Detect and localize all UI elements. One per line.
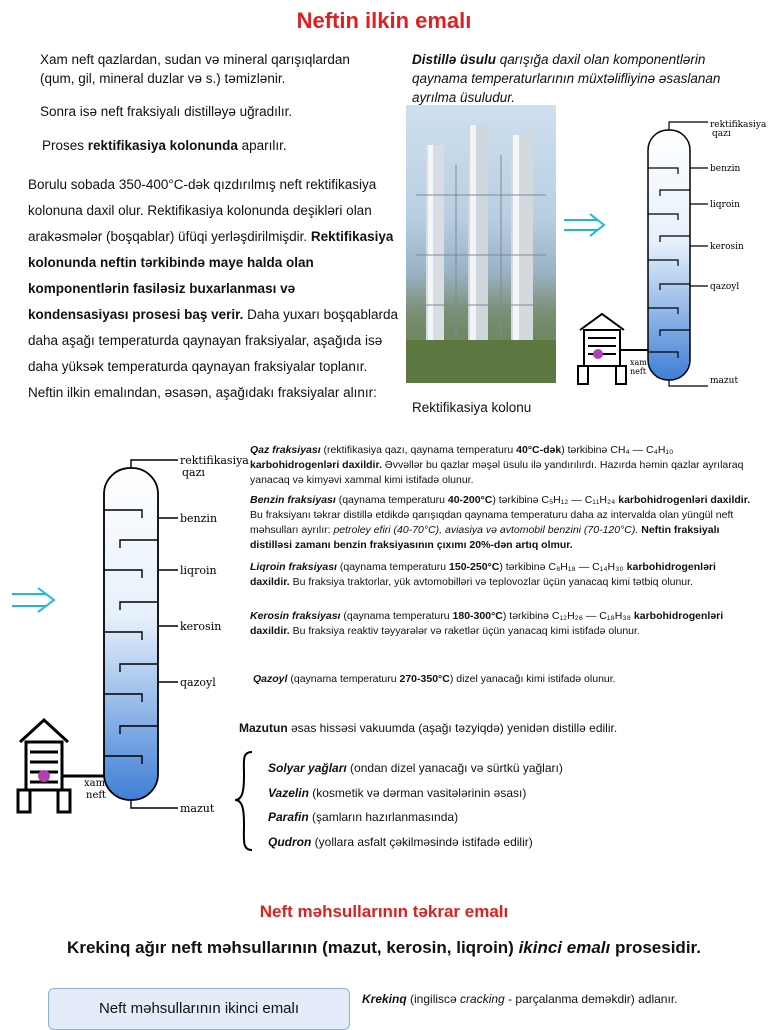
label-xam: xam [84, 778, 106, 789]
label-qazoyl: qazoyl [180, 676, 216, 689]
label-rektifikasiya: rektifikasiya [180, 454, 249, 467]
kreking-definition: Krekinq (ingiliscə cracking - parçalanma deməkdir) adlanır. [362, 992, 678, 1006]
label-neft: neft [86, 790, 107, 801]
fraction-liqroin: Liqroin fraksiyası (qaynama temperaturu 150-250°C) tərkibinə C₈H₁₈ — C₁₄H₃₀ karbohidrogenləri daxildir. Bu fraksiya traktorlar, yük avtomobilləri və teplovozlar üçün yanacaq kimi tətbiq olunur. [250, 561, 716, 588]
fraction-benzin: Benzin fraksiyası (qaynama temperaturu 40-200°C) tərkibinə C₅H₁₂ — C₁₁H₂₄ karbohidrogenləri daxildir. Bu fraksiyanı təkrar distillə etdikdə qarışıqdan qaynama temperaturu daha az intervalda olan yüngül neft məhsulları ayrılır: petroley efiri (40-70°C), aviasiya və avtomobil benzini (70-120°C). Neftin fraksiyalı distilləsi zamanı benzin fraksiyasının çıxımı 20%-dən artıq olmur. [250, 494, 751, 551]
list-item: Vazelin (kosmetik və dərman vasitələrinin əsası) [268, 785, 527, 800]
label-liqroin: liqroin [180, 564, 217, 577]
process-paragraph: Borulu sobada 350-400°C-dək qızdırılmış neft rektifikasiya kolonuna daxil olur. Rektifikasiya kolonunda deşikləri olan arakəsmələr (boşqablar) üfüqi yerləşdirilmişdir. Rektifikasiya kolonunda neftin tərkibində maye halda olan komponentlərin fasiləsiz buxarlanması və kondensasiyası prosesi baş verir. Daha yuxarı boşqablarda daha aşağı temperaturda qaynayan fraksiyalar, aşağıda isə daha yüksək temperaturda qaynayan fraksiyalar toplanır. Neftin ilkin emalından, əsasən, aşağıdakı fraksiyalar alınır: [28, 177, 398, 400]
intro-paragraph-2: Sonra isə neft fraksiyalı distilləyə uğradılır. [40, 104, 293, 119]
intro-paragraph-1: Xam neft qazlardan, sudan və mineral qarışıqlardan (qum, gil, mineral duzlar və s.) təmizlənir. [40, 52, 350, 86]
label-rektifikasiya: rektifikasiya [710, 120, 767, 130]
fraction-kerosin: Kerosin fraksiyası (qaynama temperaturu 180-300°C) tərkibinə C₁₂H₂₆ — C₁₈H₃₈ karbohidrogenləri daxildir. Bu fraksiya reaktiv təyyarələr və raketlər üçün yanacaq kimi istifadə olunur. [250, 610, 724, 637]
label-xam: xam [630, 358, 647, 367]
label-kerosin: kerosin [180, 620, 222, 633]
label-qazi: qazı [182, 466, 205, 479]
mazut-paragraph: Mazutun əsas hissəsi vakuumda (aşağı təzyiqdə) yenidən distillə edilir. [239, 721, 618, 735]
fraction-qazoyl: Qazoyl (qaynama temperaturu 270-350°C) dizel yanacağı kimi istifadə olunur. [253, 673, 616, 685]
label-neft: neft [630, 367, 647, 376]
label-qazi: qazı [712, 129, 731, 139]
label-liqroin: liqroin [710, 200, 740, 210]
label-benzin: benzin [180, 512, 218, 525]
label-benzin: benzin [710, 164, 741, 174]
distill-definition: Distillə üsulu qarışığa daxil olan komponentlərin qaynama temperaturlarının müxtəlifliyinə əsaslanan ayrılma üsuludur. [412, 52, 721, 105]
right-arrow-icon [12, 588, 54, 612]
curly-brace-icon [232, 750, 254, 852]
label-mazut: mazut [180, 802, 215, 815]
column-diagram-small [572, 118, 767, 390]
column-towers-image [406, 105, 556, 383]
rectification-column-photo [406, 105, 556, 383]
mazut-products-list [268, 756, 563, 854]
intro-paragraph-3: Proses rektifikasiya kolonunda aparılır. [42, 138, 287, 153]
column-diagram-large [0, 430, 249, 820]
photo-caption: Rektifikasiya kolonu [412, 400, 532, 415]
label-qazoyl: qazoyl [710, 282, 740, 292]
list-item: Qudron (yollara asfalt çəkilməsində istifadə edilir) [268, 834, 533, 849]
page-title: Neftin ilkin emalı [296, 8, 472, 33]
label-mazut: mazut [710, 376, 739, 386]
secondary-processing-box: Neft məhsullarının ikinci emalı [48, 988, 350, 1030]
list-item: Parafin (şamların hazırlanmasında) [268, 810, 459, 824]
label-kerosin: kerosin [710, 242, 744, 252]
list-item: Solyar yağları (ondan dizel yanacağı və sürtkü yağları) [268, 761, 563, 775]
fraction-gas: Qaz fraksiyası (rektifikasiya qazı, qaynama temperaturu 40°C-dək) tərkibinə CH₄ — C₄H₁₀ karbohidrogenləri daxildir. Əvvəllər bu qazlar məşəl üsulu ilə yandırılırdı. Hazırda həmin qazlar ayrılaraq yanacaq və kimyəvi xammal kimi istifadə olunur. [250, 444, 744, 486]
section-title: Neft məhsullarının təkrar emalı [259, 902, 509, 921]
kreking-statement: Krekinq ağır neft məhsullarının (mazut, kerosin, liqroin) ikinci emalı prosesidir. [67, 938, 701, 957]
